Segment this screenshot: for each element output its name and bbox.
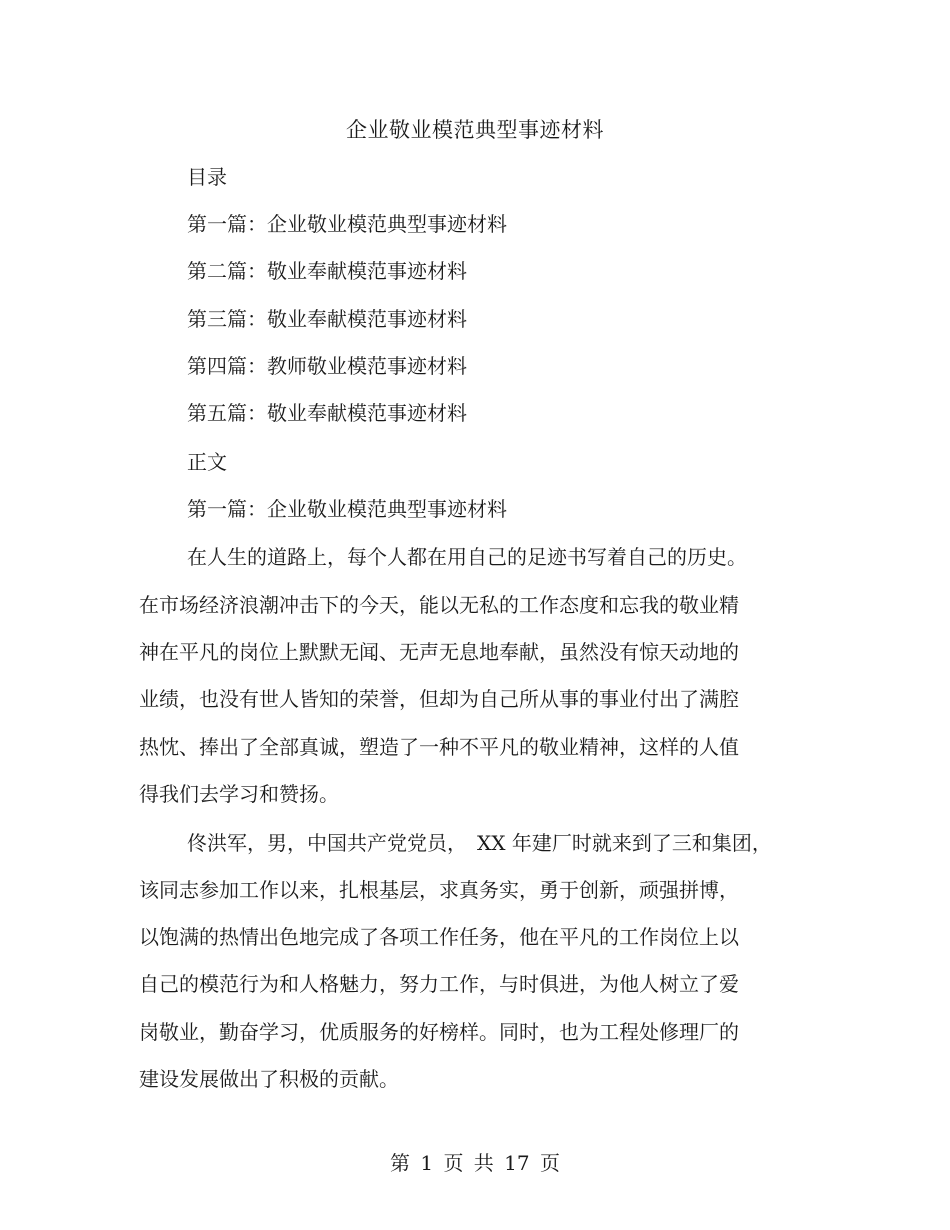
paragraph-line: 自己的模范行为和人格魅力，努力工作，与时俱进，为他人树立了爱 xyxy=(139,972,739,996)
toc-item: 第四篇：教师敬业模范事迹材料 xyxy=(187,354,467,378)
paragraph-line: 在市场经济浪潮冲击下的今天，能以无私的工作态度和忘我的敬业精 xyxy=(139,593,739,617)
paragraph-line: 得我们去学习和赞扬。 xyxy=(139,782,339,806)
toc-item: 第三篇：敬业奉献模范事迹材料 xyxy=(187,307,467,331)
paragraph-line: 神在平凡的岗位上默默无闻、无声无息地奉献，虽然没有惊天动地的 xyxy=(139,640,739,664)
paragraph-line: 以饱满的热情出色地完成了各项工作任务，他在平凡的工作岗位上以 xyxy=(139,925,739,949)
paragraph-line: 佟洪军，男，中国共产党党员， XX 年建厂时就来到了三和集团， xyxy=(187,831,772,855)
toc-item: 第二篇：敬业奉献模范事迹材料 xyxy=(187,259,467,283)
paragraph-line: 该同志参加工作以来，扎根基层，求真务实，勇于创新，顽强拼博， xyxy=(139,878,739,902)
paragraph-line: 岗敬业，勤奋学习，优质服务的好榜样。同时，也为工程处修理厂的 xyxy=(139,1020,739,1044)
body-heading: 正文 xyxy=(187,450,227,474)
toc-item: 第五篇：敬业奉献模范事迹材料 xyxy=(187,401,467,425)
page-footer: 第 1 页 共 17 页 xyxy=(390,1151,560,1175)
section-title: 第一篇：企业敬业模范典型事迹材料 xyxy=(187,497,507,521)
toc-item: 第一篇：企业敬业模范典型事迹材料 xyxy=(187,212,507,236)
paragraph-line: 热忱、捧出了全部真诚，塑造了一种不平凡的敬业精神，这样的人值 xyxy=(139,735,739,759)
paragraph-line: 业绩，也没有世人皆知的荣誉，但却为自己所从事的事业付出了满腔 xyxy=(139,687,739,711)
paragraph-line: 在人生的道路上，每个人都在用自己的足迹书写着自己的历史。 xyxy=(187,545,747,569)
paragraph-line: 建设发展做出了积极的贡献。 xyxy=(139,1067,399,1091)
document-title: 企业敬业模范典型事迹材料 xyxy=(346,118,604,142)
toc-heading: 目录 xyxy=(187,165,227,189)
